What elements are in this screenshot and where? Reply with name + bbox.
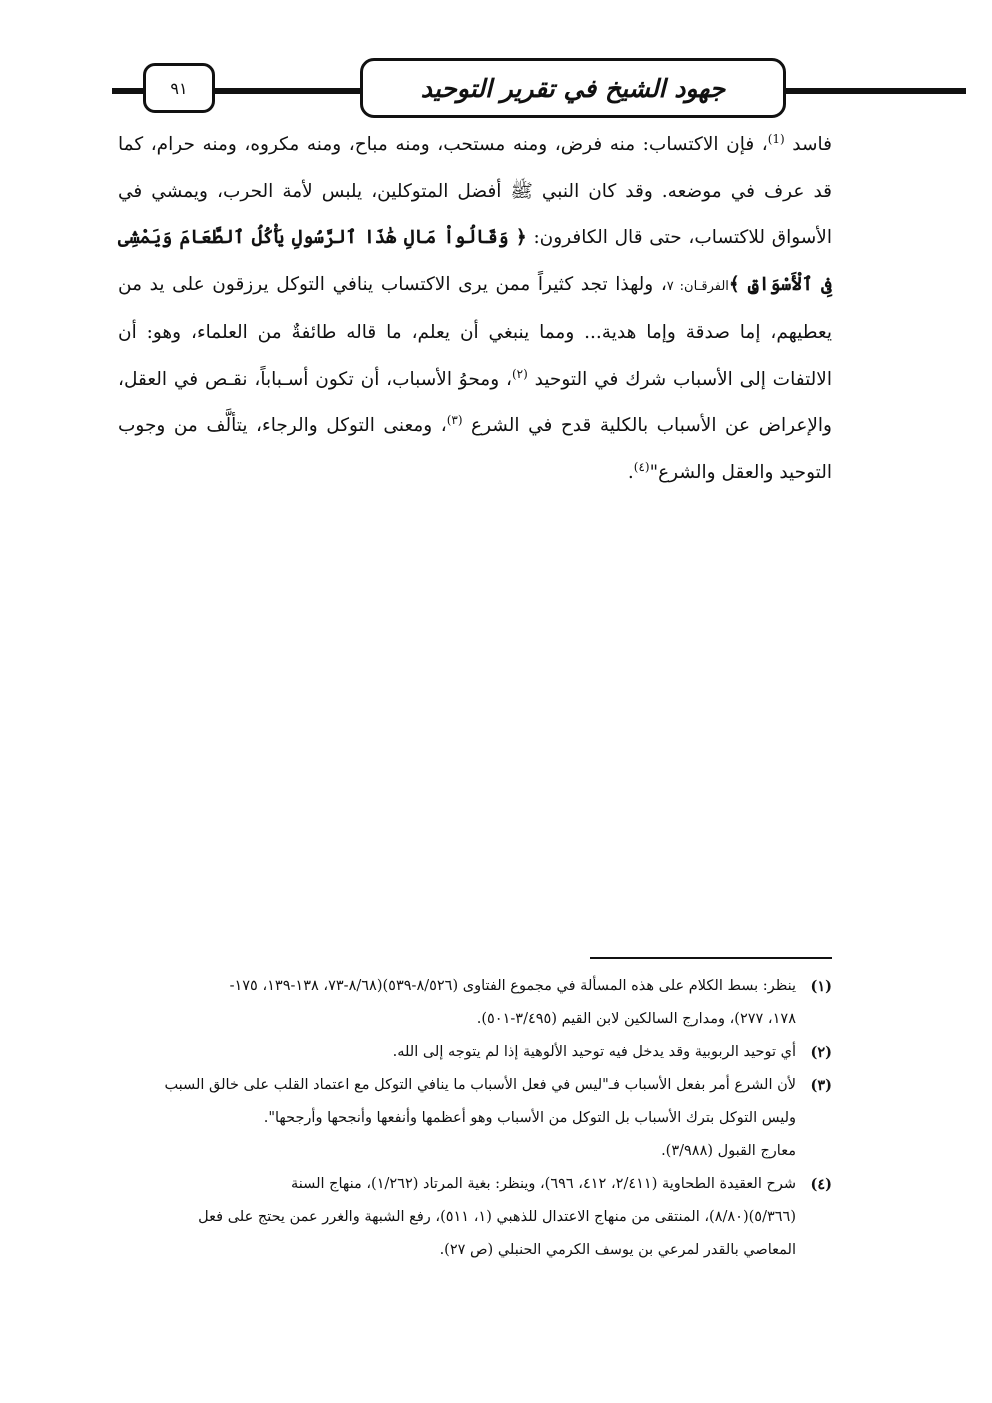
running-title [360, 58, 786, 118]
footnote-line: المعاصي بالقدر لمرعي بن يوسف الكرمي الحنبلي (ص ٢٧). [439, 1242, 796, 1258]
footnote-line: لأن الشرع أمر بفعل الأسباب فـ"ليس في فعل الأسباب ما ينافي التوكل مع اعتماد القلب على خالق السبب [164, 1077, 796, 1093]
footnote-3 [118, 1069, 832, 1168]
body-paragraph [118, 122, 832, 496]
footnote-line: ينظر: بسط الكلام على هذه المسألة في مجموع الفتاوى (٨/٥٢٦-٥٣٩)(٨/٦٨-٧٣، ١٣٨-١٣٩، ١٧٥- [229, 978, 796, 994]
footnote-line: ١٧٨، ٢٧٧)، ومدارج السالكين لابن القيم (٣/٤٩٥-٥٠١). [476, 1011, 796, 1027]
body-text-2: ، فإن الاكتساب: منه فرض، ومنه مستحب، ومنه مباح، ومنه مكروه، ومنه حرام، كما قد عرف في موضعه. وقد كان النبي ﷺ أفضل المتوكلين، يلبس لأمة الحرب، ويمشي في الأسواق للاكتساب، حتى قال الكافرون: [118, 134, 832, 248]
footnote-line: معارج القبول (٣/٩٨٨). [661, 1143, 796, 1159]
footnote-1 [118, 970, 832, 1036]
footnote-number: (٣) [810, 1077, 832, 1094]
footnote-number: (٤) [810, 1176, 832, 1193]
page-number-text: ٩١ [170, 78, 188, 98]
footnote-number: (٢) [810, 1044, 832, 1061]
footnote-ref-1: (1) [767, 131, 785, 146]
body-text-4: ، ومحوُ الأسباب، أن تكون أسـباباً، نقـص في العقل، والإعراض عن الأسباب بالكلية قدح في الشرع [118, 368, 832, 436]
footnote-ref-4: (٤) [633, 459, 650, 474]
body-text-1: فاسد [792, 134, 832, 155]
footnote-4 [118, 1168, 832, 1267]
quran-reference: الفرقـان: ٧ [666, 278, 729, 294]
footnote-line: (٥/٣٦٦)(٨/٨٠)، المنتقى من منهاج الاعتدال للذهبي (١، ٥١١)، رفع الشبهة والغرر عمن يحتج على فعل [198, 1209, 796, 1225]
body-text-end: . [627, 461, 634, 483]
footnote-line: أي توحيد الربوبية وقد يدخل فيه توحيد الألوهية إذا لم يتوجه إلى الله. [392, 1044, 796, 1060]
running-title-text: جهود الشيخ في تقرير التوحيد [420, 73, 726, 103]
main-text [118, 122, 832, 496]
footnote-line: شرح العقيدة الطحاوية (٢/٤١١، ٤١٢، ٦٩٦)، وينظر: بغية المرتاد (١/٢٦٢)، منهاج السنة [291, 1176, 796, 1192]
footnote-ref-2: (٢) [511, 366, 528, 381]
footnote-line: وليس التوكل بترك الأسباب بل التوكل من الأسباب وهو أعظمها وأنفعها وأنجحها وأرجحها". [263, 1110, 796, 1126]
footnote-ref-3: (٣) [446, 412, 463, 427]
footnote-separator [590, 957, 832, 959]
body-text-5: ، ومعنى التوكل والرجاء، يتألَّف من وجوب التوحيد والعقل والشرع" [118, 415, 832, 483]
footnote-2 [118, 1036, 832, 1069]
footnotes [118, 970, 832, 1267]
page-number [143, 63, 215, 113]
footnote-number: (١) [810, 978, 832, 995]
quran-verse: ﴿ وَقَالُواْ مَالِ هَٰذَا ٱلرَّسُولِ يَأْكُلُ ٱلطَّعَامَ وَيَمْشِى فِى ٱلْأَسْوَاقِ ﴾ [118, 227, 832, 295]
body-text-3: ، ولهذا تجد كثيراً ممن يرى الاكتساب ينافي التوكل يرزقون على يد من يعطيهم، إما صدقة وإما هدية... ومما ينبغي أن يعلم، ما قاله طائفةٌ من العلماء، وهو: أن الالتفات إلى الأسباب شرك في التوحيد [118, 273, 832, 390]
